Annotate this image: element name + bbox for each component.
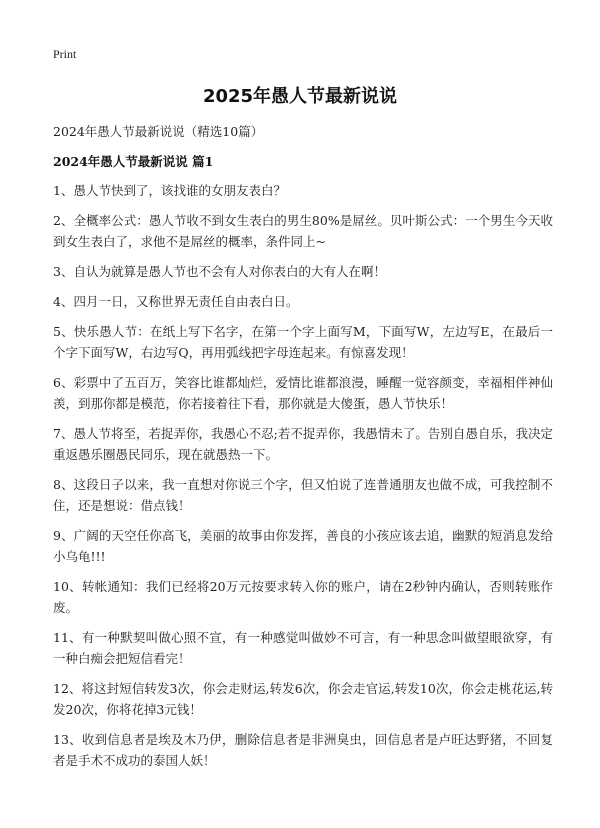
document-subtitle: 2024年愚人节最新说说（精选10篇） <box>53 124 264 139</box>
page-title: 2025年愚人节最新说说 <box>202 86 398 107</box>
item-list <box>53 180 553 780</box>
list-item: 12、将这封短信转发3次，你会走财运,转发6次，你会走官运,转发10次，你会走桃花运,转发20次，你将花掉3元钱！ <box>53 681 553 717</box>
list-item: 4、四月一日，又称世界无责任自由表白日。 <box>53 294 299 309</box>
list-item: 1、愚人节快到了，该找谁的女朋友表白？ <box>53 183 286 198</box>
list-item: 10、转帐通知：我们已经将20万元按要求转入你的账户，请在2秒钟内确认，否则转账作废。 <box>53 579 553 615</box>
list-item: 5、快乐愚人节：在纸上写下名字，在第一个字上面写M，下面写W，左边写E，在最后一个字下面写W，右边写Q，再用弧线把字母连起来。有惊喜发现！ <box>53 324 553 360</box>
list-item: 3、自认为就算是愚人节也不会有人对你表白的大有人在啊！ <box>53 264 386 279</box>
section-heading: 2024年愚人节最新说说 篇1 <box>53 154 214 169</box>
list-item: 6、彩票中了五百万，笑容比谁都灿烂，爱情比谁都浪漫，睡醒一觉容颜变，幸福相伴神仙羡，到那你都是模范，你若接着往下看，那你就是大傻蛋，愚人节快乐！ <box>53 375 553 411</box>
list-item: 13、收到信息者是埃及木乃伊，删除信息者是非洲臭虫，回信息者是卢旺达野猪，不回复者是手术不成功的泰国人妖！ <box>53 732 553 768</box>
list-item: 11、有一种默契叫做心照不宣，有一种感觉叫做妙不可言，有一种思念叫做望眼欲穿，有一种白痴会把短信看完！ <box>53 630 553 666</box>
list-item: 9、广阔的天空任你高飞，美丽的故事由你发挥，善良的小孩应该去追，幽默的短消息发给小乌龟!!! <box>53 528 553 564</box>
list-item: 2、全概率公式：愚人节收不到女生表白的男生80%是屌丝。贝叶斯公式：一个男生今天收到女生表白了，求他不是屌丝的概率，条件同上~ <box>53 213 553 249</box>
print-link[interactable]: Print <box>53 47 77 61</box>
list-item: 7、愚人节将至，若捉弄你，我愚心不忍;若不捉弄你，我愚情未了。告别自愚自乐，我决定重返愚乐圈愚民同乐，现在就愚热一下。 <box>53 426 553 462</box>
list-item: 8、这段日子以来，我一直想对你说三个字，但又怕说了连普通朋友也做不成，可我控制不住，还是想说：借点钱！ <box>53 477 553 513</box>
